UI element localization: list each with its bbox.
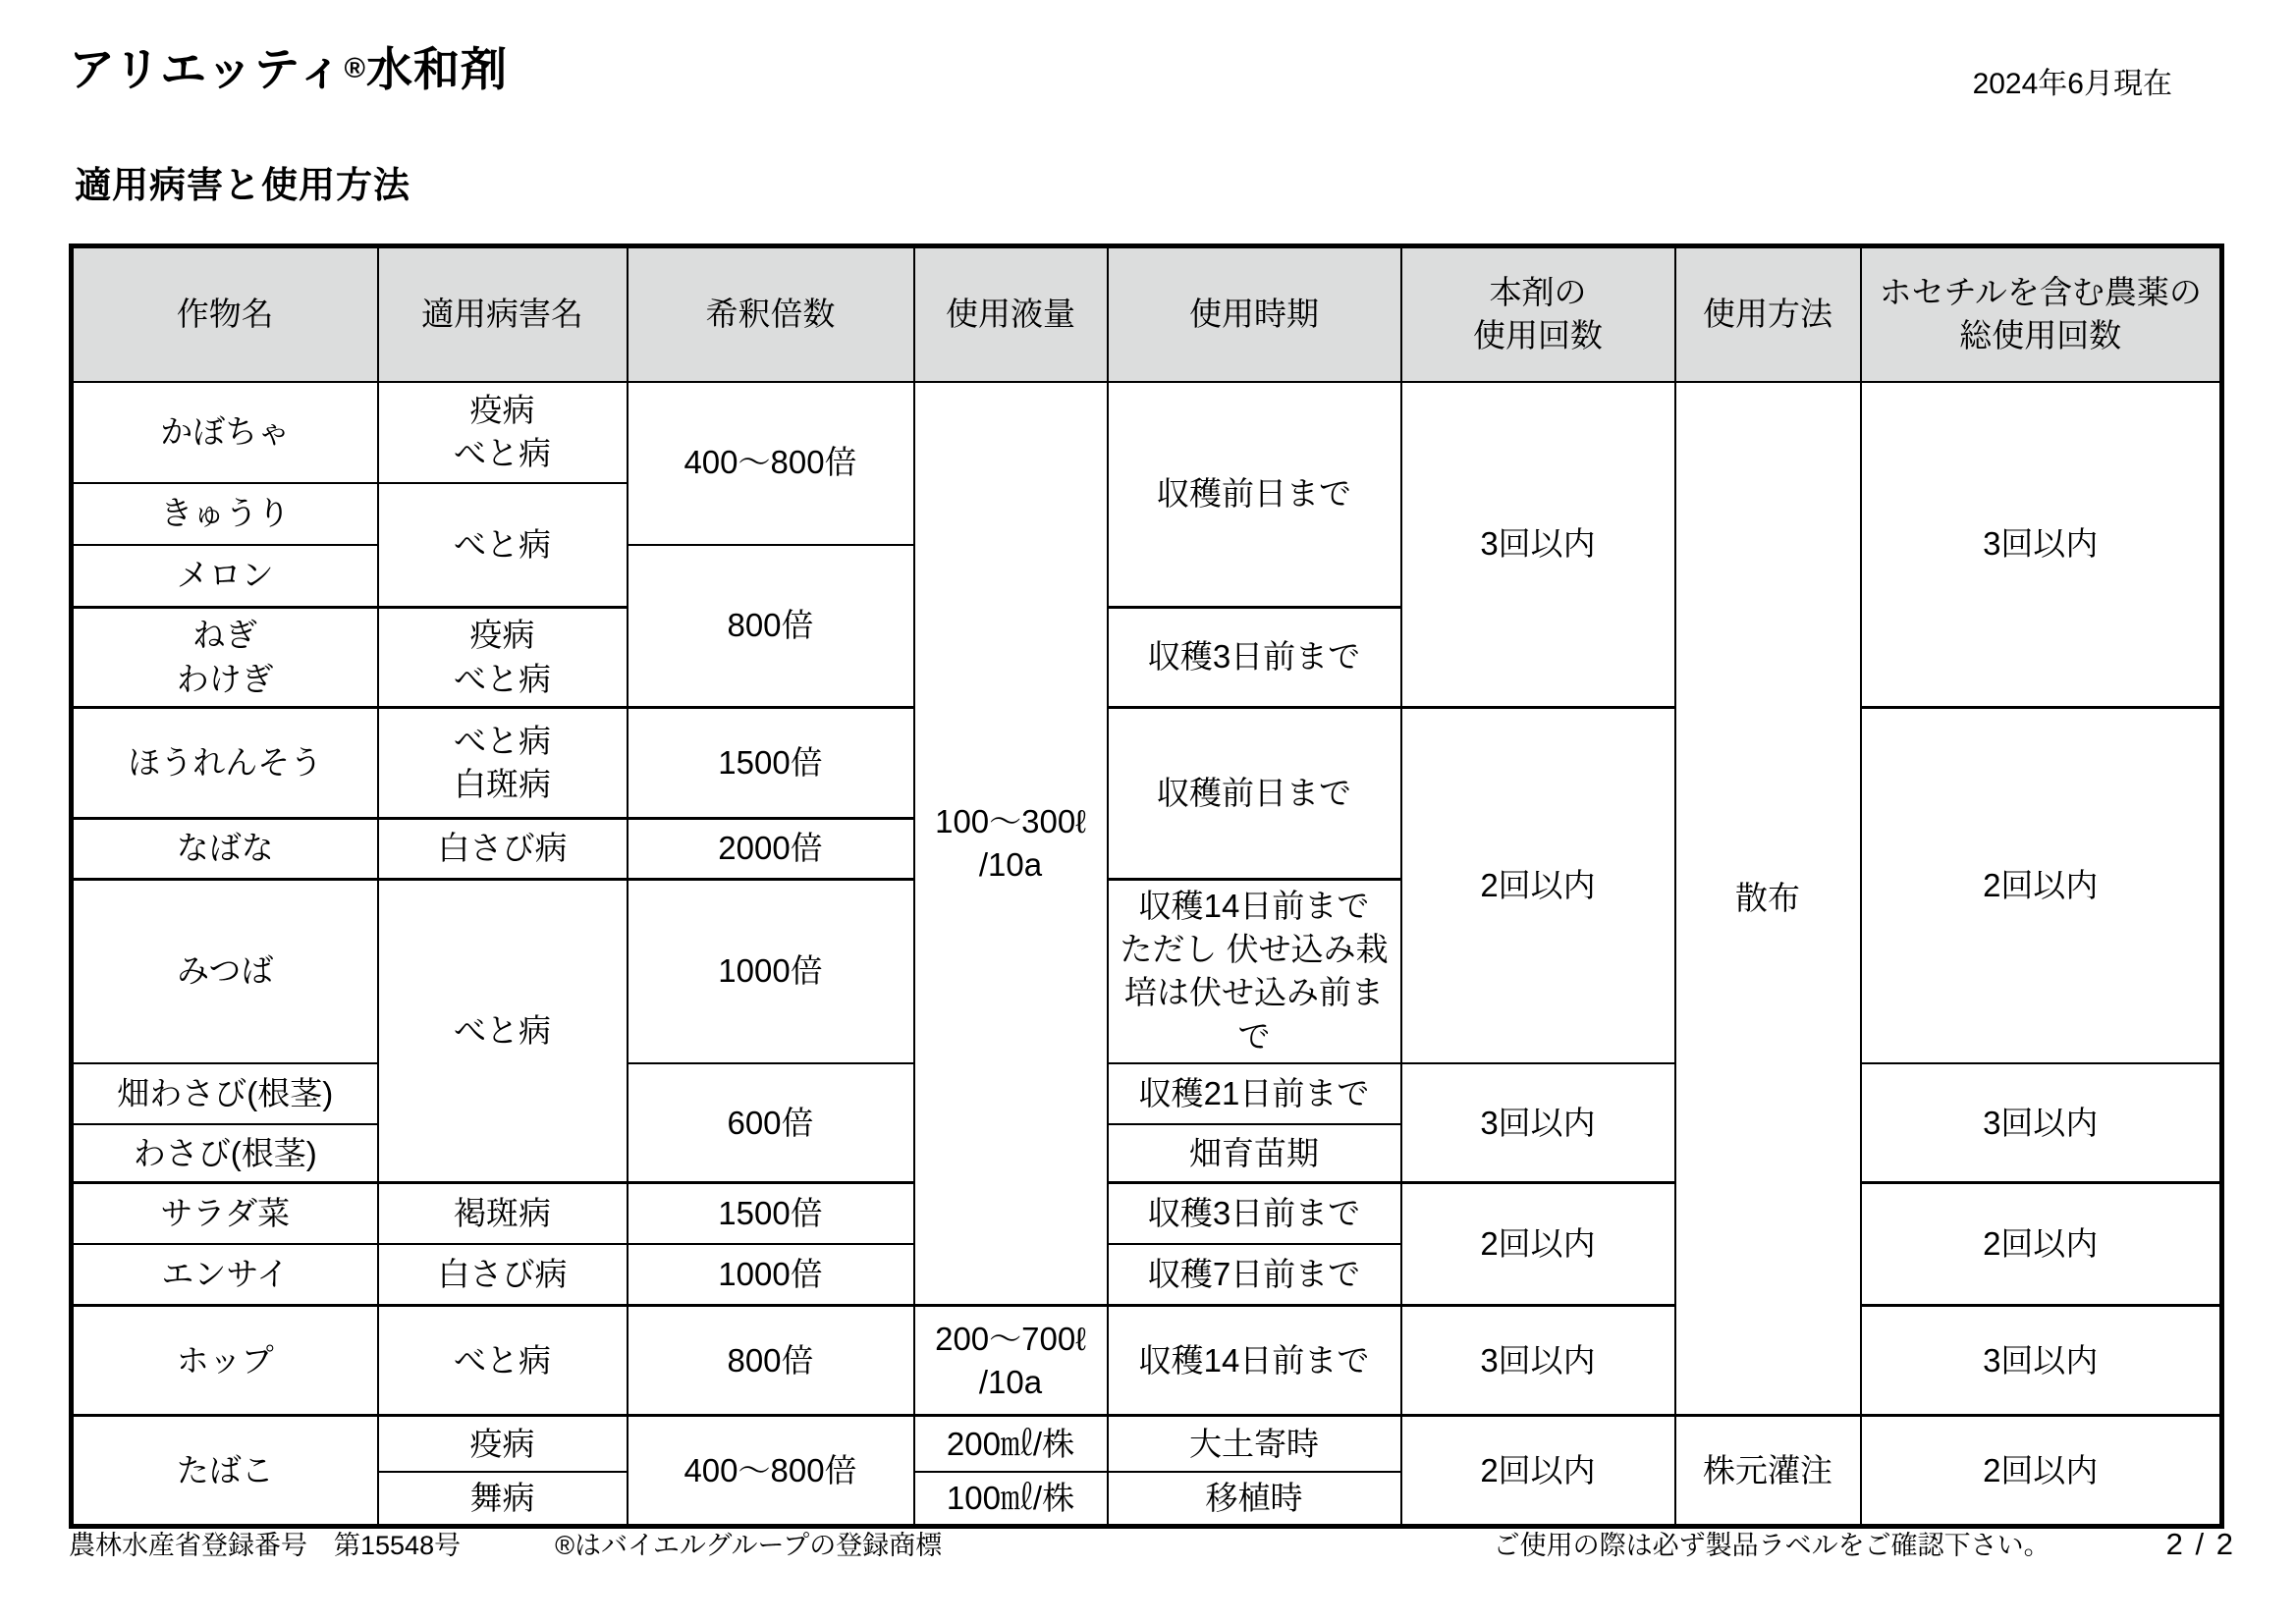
table-row [72,708,2222,819]
cell-volume: 100㎖/株 [914,1472,1108,1527]
cell-method: 株元灌注 [1675,1416,1861,1527]
cell-crop: サラダ菜 [72,1183,378,1244]
cell-dilution: 1500倍 [628,1183,914,1244]
cell-crop: ホップ [72,1306,378,1416]
cell-total: 2回以内 [1861,1416,2222,1527]
cell-crop: みつば [72,880,378,1063]
cell-volume: 200〜700ℓ /10a [914,1306,1108,1416]
cell-disease: 舞病 [378,1472,628,1527]
cell-total: 3回以内 [1861,382,2222,708]
section-heading: 適用病害と使用方法 [75,165,410,205]
header-count: 本剤の 使用回数 [1401,246,1675,382]
cell-dilution: 800倍 [628,545,914,708]
cell-crop: かぼちゃ [72,382,378,483]
cell-disease: べと病 [378,1306,628,1416]
cell-total: 3回以内 [1861,1063,2222,1183]
cell-timing: 畑育苗期 [1108,1124,1401,1183]
trademark-note: ®はバイエルグループの登録商標 [555,1531,943,1560]
cell-crop: エンサイ [72,1244,378,1306]
table-row [72,1416,2222,1472]
cell-crop: ほうれんそう [72,708,378,819]
header-total: ホセチルを含む農薬の 総使用回数 [1861,246,2222,382]
cell-disease: 褐斑病 [378,1183,628,1244]
cell-crop: ねぎ わけぎ [72,608,378,708]
cell-dilution: 1000倍 [628,880,914,1063]
header-disease: 適用病害名 [378,246,628,382]
cell-dilution: 1000倍 [628,1244,914,1306]
footer-left [69,1524,942,1562]
header-timing: 使用時期 [1108,246,1401,382]
cell-count: 3回以内 [1401,1063,1675,1183]
cell-dilution: 1500倍 [628,708,914,819]
page-footer [69,1524,2235,1562]
cell-dilution: 600倍 [628,1063,914,1183]
cell-crop: メロン [72,545,378,608]
cell-total: 2回以内 [1861,1183,2222,1306]
top-bar [69,0,2227,102]
registration-number: 農林水産省登録番号 第15548号 [69,1531,462,1560]
table-row [72,1183,2222,1244]
header-dilution: 希釈倍数 [628,246,914,382]
footer-right [1494,1524,2235,1562]
cell-disease: 疫病 [378,1416,628,1472]
page-title-suffix: 水和剤 [365,43,508,95]
table-header [72,246,2222,382]
cell-disease: 白さび病 [378,1244,628,1306]
cell-dilution: 400〜800倍 [628,382,914,545]
cell-count: 2回以内 [1401,708,1675,1063]
cell-crop: わさび(根茎) [72,1124,378,1183]
cell-disease: 白さび病 [378,819,628,880]
cell-total: 3回以内 [1861,1306,2222,1416]
header-row [72,246,2222,382]
cell-volume: 100〜300ℓ /10a [914,382,1108,1306]
cell-count: 2回以内 [1401,1416,1675,1527]
page-title [69,43,508,96]
label-confirmation-note: ご使用の際は必ず製品ラベルをご確認下さい。 [1493,1531,2050,1560]
cell-volume: 200㎖/株 [914,1416,1108,1472]
cell-timing: 収穫7日前まで [1108,1244,1401,1306]
cell-timing: 収穫3日前まで [1108,608,1401,708]
page-title-text: アリエッティ [69,43,345,95]
cell-timing: 収穫3日前まで [1108,1183,1401,1244]
page-number: 2 / 2 [2165,1527,2235,1561]
table-row [72,382,2222,483]
cell-crop: きゅうり [72,483,378,545]
cell-count: 2回以内 [1401,1183,1675,1306]
cell-dilution: 400〜800倍 [628,1416,914,1527]
cell-disease: べと病 白斑病 [378,708,628,819]
cell-crop: 畑わさび(根茎) [72,1063,378,1124]
cell-crop: たばこ [72,1416,378,1527]
cell-crop: なばな [72,819,378,880]
cell-timing: 収穫前日まで [1108,382,1401,608]
table-body [72,382,2222,1527]
cell-count: 3回以内 [1401,1306,1675,1416]
cell-disease: べと病 [378,483,628,608]
table-row [72,1306,2222,1416]
usage-table [69,243,2224,1529]
cell-timing: 移植時 [1108,1472,1401,1527]
cell-disease: 疫病 べと病 [378,382,628,483]
date-note: 2024年6月現在 [1972,68,2172,100]
cell-timing: 大土寄時 [1108,1416,1401,1472]
header-method: 使用方法 [1675,246,1861,382]
cell-timing: 収穫前日まで [1108,708,1401,880]
cell-count: 3回以内 [1401,382,1675,708]
cell-disease: べと病 [378,880,628,1183]
cell-timing: 収穫14日前まで ただし 伏せ込み栽培は伏せ込み前まで [1108,880,1401,1063]
cell-disease: 疫病 べと病 [378,608,628,708]
cell-method: 散布 [1675,382,1861,1416]
cell-dilution: 800倍 [628,1306,914,1416]
registered-trademark-symbol: ® [344,52,366,84]
cell-timing: 収穫14日前まで [1108,1306,1401,1416]
header-crop: 作物名 [72,246,378,382]
cell-timing: 収穫21日前まで [1108,1063,1401,1124]
cell-dilution: 2000倍 [628,819,914,880]
header-volume: 使用液量 [914,246,1108,382]
cell-total: 2回以内 [1861,708,2222,1063]
